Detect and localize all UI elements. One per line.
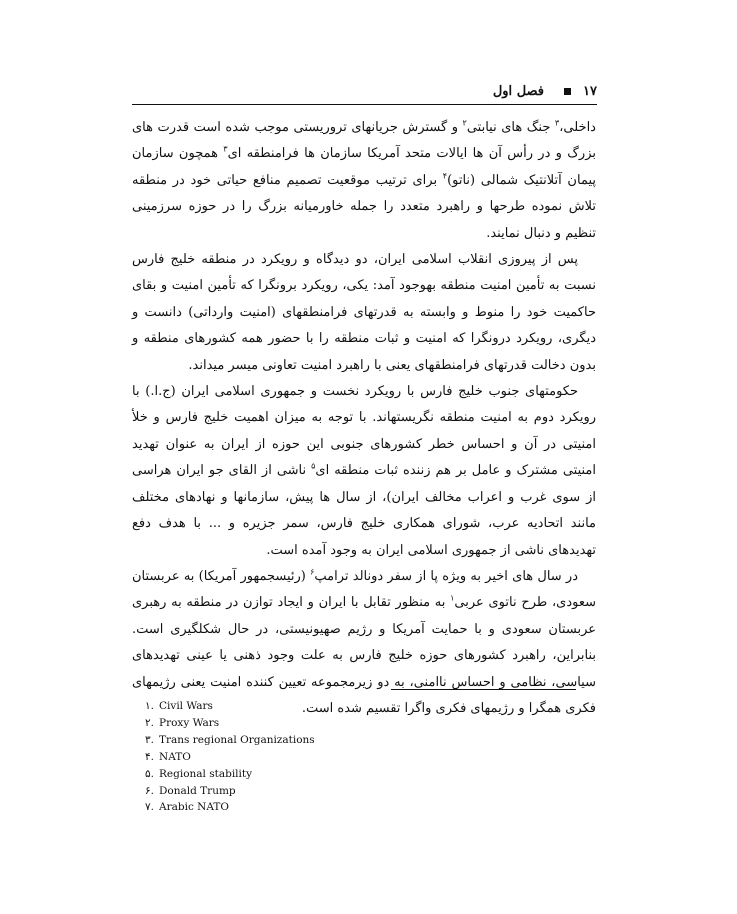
paragraph-1: داخلی،$^۳$ جنگ های نیابتی$^۲$ و گسترش جریانهای تروریستی موجب شده است قدرت های بزرگ و در رأس آن ها ایالات متحد آمریکا سازمان ها فرامنطقه ای$^۳$ همچون سازمان پیمان آتلانتیک شمالی (ناتو)$^۴$ برای ترتیب موقعیت تصمیم منافع حیاتی خود در منطقه تلاش نموده طرحها و راهبرد متعدد را جمله خاورمیانه بزرگ را در حوزه سرزمینی تنظیم و دنبال نمایند. (132, 118, 596, 241)
footnote-number: ۶. (145, 784, 154, 797)
footnote-text: Proxy Wars (159, 716, 220, 729)
footnote-number: ۷. (145, 801, 154, 814)
page-number: ۱۷ (583, 83, 597, 99)
footnote-text: Trans regional Organizations (159, 733, 315, 746)
paragraph-4: در سال های اخیر به ویژه پا از سفر دونالد ترامپ$^۶$ (رئیسجمهور آمریکا) به عربستان سعودی، طرح ناتوی عربی$^۱$ به منظور تقابل با ایران و ایجاد توازن در منطقه به رهبری عربستان سعودی و با حمایت آمریکا و رژیم صهیونیستی، در حال شکلگیری است. بنابراین، راهبرد کشورهای حوزه خلیج فارس به علت وجود ذهنی یا عینی تهدیدهای سیاسی، نظامی و احساس ناامنی، به دو زیرمجموعه تعیین کننده امنیت یعنی رژیمهای فکری همگرا و رژیمهای فکری واگرا تقسیم شده است. (132, 567, 596, 716)
running-header (132, 80, 597, 102)
body-text (132, 115, 596, 722)
footnote-number: ۱. (145, 700, 154, 712)
footnote-number: ۳. (145, 733, 154, 746)
footnote-text: Arabic NATO (159, 801, 229, 814)
chapter-title: فصل اول (492, 83, 545, 99)
footnote-text: NATO (159, 750, 191, 763)
paragraph-3: حکومتهای جنوب خلیج فارس با رویکرد نخست و جمهوری اسلامی ایران (ج.ا.) با رویکرد دوم به امنیت منطقه نگریستهاند. با توجه به میزان اهمیت خلیج فارس و خلأ امنیتی در آن و احساس خطر کشورهای جنوبی این حوزه از ایران به عنوان تهدید امنیتی مشترک و عامل بر هم زننده ثبات منطقه ای$^۵$ ناشی از القای جو ایران هراسی از سوی غرب و اعراب مخالف ایران)، از سال ها پیش، سازمانها و نهادهای مختلف مانند اتحادیه عرب، شورای همکاری خلیج فارس، سمر جزیره و ... با هدف دفع تهدیدهای ناشی از جمهوری اسلامی ایران به وجود آمده است. (132, 384, 596, 558)
footnote-item (145, 749, 445, 766)
footnote-separator (391, 689, 576, 690)
paragraph-2: پس از پیروزی انقلاب اسلامی ایران، دو دیدگاه و رویکرد در منطقه خلیج فارس نسبت به تأمین امنیت منطقه بهوجود آمد: یکی، رویکرد برونگرا که تأمین امنیت و بقای حاکمیت خود را منوط و وابسته به قدرتهای فرامنطقهای (امنیت وارداتی) دانست و دیگری، رویکرد درونگرا که امنیت و ثبات منطقه را با حضور همه کشورهای منطقه و بدون دخالت قدرتهای فرامنطقهای یعنی با راهبرد امنیت تعاونی میسر میداند. (132, 252, 596, 373)
footnote-item (145, 783, 445, 800)
footnote-number: ۵. (145, 767, 154, 780)
header-rule (132, 104, 597, 105)
footnote-item (145, 799, 445, 816)
footnote-text: Civil Wars (159, 700, 213, 712)
footnote-number: ۴. (145, 750, 154, 763)
footnote-text: Regional stability (159, 767, 253, 780)
footnote-item (145, 766, 445, 783)
footnotes (145, 698, 445, 816)
header-square-marker (564, 88, 571, 95)
footnote-item (145, 698, 445, 715)
footnote-text: Donald Trump (159, 784, 236, 797)
footnote-number: ۲. (145, 716, 154, 729)
footnote-item (145, 715, 445, 732)
footnote-item (145, 732, 445, 749)
